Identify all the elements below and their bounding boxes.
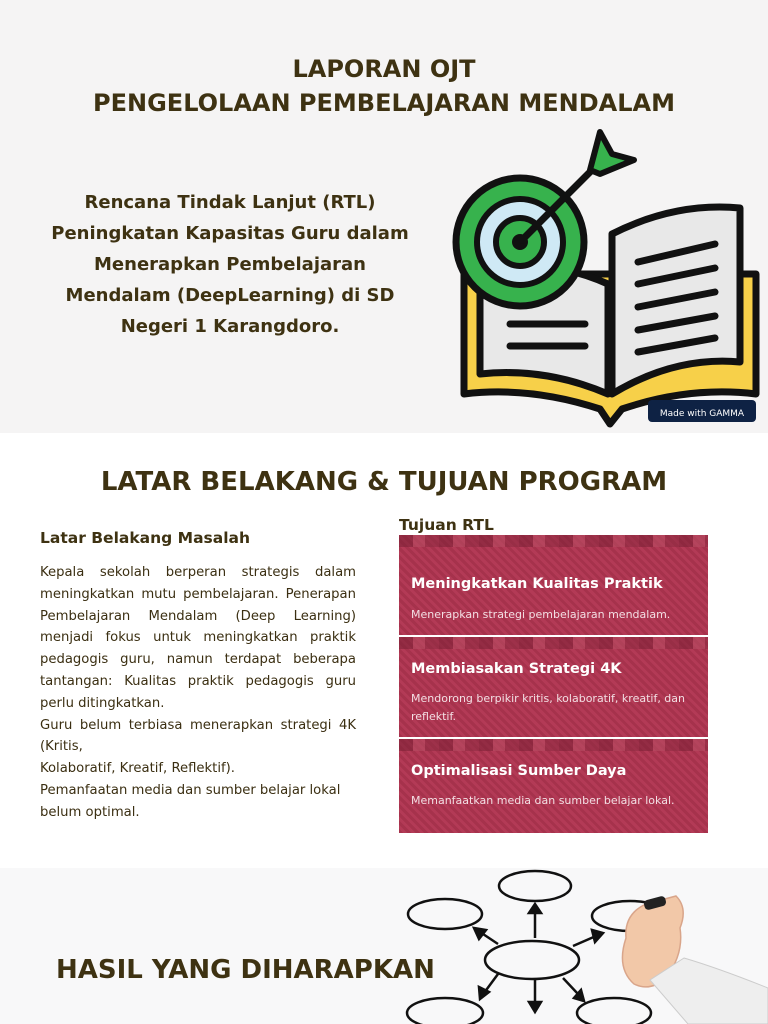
rtl-subtitle xyxy=(30,187,430,342)
problem-title: Latar Belakang Masalah xyxy=(40,529,251,547)
goal-card-desc: Mendorong berpikir kritis, kolaboratif, kreatif, dan reflektif. xyxy=(411,692,686,723)
goal-card xyxy=(399,637,708,737)
subtitle-line: Rencana Tindak Lanjut (RTL) xyxy=(84,192,376,213)
book-target-illustration xyxy=(450,124,768,433)
mind-map-arrows xyxy=(474,904,603,1012)
goal-card-title: Membiasakan Strategi 4K xyxy=(411,661,622,677)
background-goals-section xyxy=(0,433,768,868)
mind-map-illustration xyxy=(388,868,768,1024)
section-heading: LATAR BELAKANG & TUJUAN PROGRAM xyxy=(100,467,668,497)
goal-card-desc: Menerapkan strategi pembelajaran mendalam. xyxy=(411,608,671,621)
gamma-badge-text: Made with GAMMA xyxy=(659,409,745,419)
goal-card-title: Meningkatkan Kualitas Praktik xyxy=(411,576,663,592)
subtitle-line: Negeri 1 Karangdoro. xyxy=(120,316,340,337)
goals-title: Tujuan RTL xyxy=(399,516,494,534)
goal-card-desc: Memanfaatkan media dan sumber belajar lokal. xyxy=(411,794,675,807)
results-section xyxy=(0,868,768,1024)
goal-card xyxy=(399,535,708,635)
problem-line: Guru belum terbiasa menerapkan strategi 4K (Kritis, xyxy=(40,717,356,755)
subtitle-line: Mendalam (DeepLearning) di SD xyxy=(65,285,395,306)
report-title-line-2: PENGELOLAAN PEMBELAJARAN MENDALAM xyxy=(93,89,675,117)
goal-card-title: Optimalisasi Sumber Daya xyxy=(411,763,627,779)
results-heading: HASIL YANG DIHARAPKAN xyxy=(56,955,435,985)
problem-line: Kolaboratif, Kreatif, Reflektif). xyxy=(40,761,235,777)
problem-line: Pemanfaatan media dan sumber belajar lokal belum optimal. xyxy=(40,782,341,820)
report-title-line-1: LAPORAN OJT xyxy=(292,55,476,83)
subtitle-line: Peningkatan Kapasitas Guru dalam xyxy=(51,223,409,244)
problem-paragraph: Kepala sekolah berperan strategis dalam meningkatkan mutu pembelajaran. Penerapan Pembelajaran Mendalam (Deep Learning) menjadi fokus untuk meningkatkan praktik pedagogis guru, namun terdapat beberapa tantangan: Kualitas praktik pedagogis guru perlu ditingkatkan. xyxy=(40,565,356,711)
subtitle-line: Menerapkan Pembelajaran xyxy=(94,254,366,275)
problem-text xyxy=(40,562,356,824)
goal-card xyxy=(399,739,708,833)
hero-section xyxy=(0,0,768,433)
